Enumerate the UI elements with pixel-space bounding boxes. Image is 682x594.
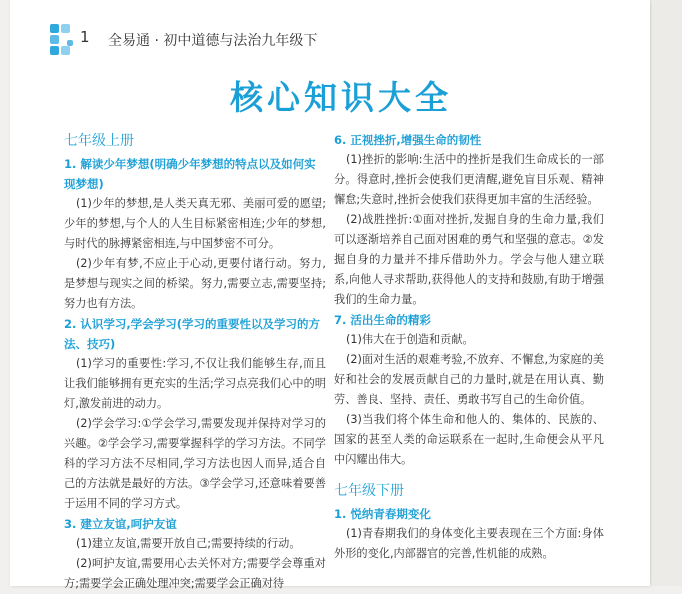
topic-heading: 2. 认识学习,学会学习(学习的重要性以及学习的方法、技巧) (64, 317, 320, 351)
topic-heading: 3. 建立友谊,呵护友谊 (64, 517, 177, 531)
paragraph: (2)面对生活的艰难考验,不放弃、不懈怠,为家庭的美好和社会的发展贡献自己的力量时,就是在用认真、勤劳、善良、坚持、责任、勇敢书写自己的生命价值。 (334, 353, 604, 406)
section-title: 七年级下册 (334, 483, 404, 499)
paragraph: (2)学会学习:①学会学习,需要发现并保持对学习的兴趣。②学会学习,需要掌握科学的学习方法。不同学科的学习方法不尽相同,学习方法也因人而异,适合自己的方法就是最好的方法。③学会学习,还意味着要善于运用不同的学习方式。 (64, 417, 326, 510)
topic-heading: 7. 活出生命的精彩 (334, 313, 431, 327)
book-logo-icon (50, 24, 76, 56)
paragraph: (2)战胜挫折:①面对挫折,发掘自身的生命力量,我们可以逐渐培养自己面对困难的勇气和坚强的意志。②发掘自身的力量并不排斥借助外力。学会与他人建立联系,向他人寻求帮助,获得他人的支持和鼓励,有助于增强我们的生命力量。 (334, 213, 604, 306)
topic-heading: 1. 悦纳青春期变化 (334, 507, 431, 521)
paragraph: (1)挫折的影响:生活中的挫折是我们生命成长的一部分。得意时,挫折会使我们更清醒,避免盲目乐观、精神懈怠;失意时,挫折会使我们获得更加丰富的生活经验。 (334, 153, 604, 206)
topic-heading: 6. 正视挫折,增强生命的韧性 (334, 133, 482, 147)
paragraph: (1)少年的梦想,是人类天真无邪、美丽可爱的愿望;少年的梦想,与个人的人生目标紧密相连;少年的梦想,与时代的脉搏紧密相连,与中国梦密不可分。 (64, 197, 326, 250)
paragraph: (1)伟大在于创造和贡献。 (346, 333, 474, 346)
paragraph: (3)当我们将个体生命和他人的、集体的、民族的、国家的甚至人类的命运联系在一起时,生命便会从平凡中闪耀出伟大。 (334, 413, 604, 466)
paragraph: (2)呵护友谊,需要用心去关怀对方;需要学会尊重对方;需要学会正确处理冲突;需要学会正确对待 (64, 557, 326, 590)
paragraph: (1)学习的重要性:学习,不仅让我们能够生存,而且让我们能够拥有更充实的生活;学习点亮我们心中的明灯,激发前进的动力。 (64, 357, 326, 410)
left-column (64, 130, 326, 594)
right-column (334, 130, 604, 564)
running-title: 全易通 · 初中道德与法治九年级下 (108, 33, 318, 49)
paragraph: (2)少年有梦,不应止于心动,更要付诸行动。努力,是梦想与现实之间的桥梁。努力,需要立志,需要坚持;努力也有方法。 (64, 257, 326, 310)
page-number: 1 (80, 28, 90, 46)
page-title: 核心知识大全 (230, 78, 452, 117)
paragraph: (1)青春期我们的身体变化主要表现在三个方面:身体外形的变化,内部器官的完善,性机能的成熟。 (334, 527, 604, 560)
topic-heading: 1. 解读少年梦想(明确少年梦想的特点以及如何实现梦想) (64, 157, 316, 191)
section-title: 七年级上册 (64, 133, 134, 149)
paragraph: (1)建立友谊,需要开放自己;需要持续的行动。 (76, 537, 301, 550)
